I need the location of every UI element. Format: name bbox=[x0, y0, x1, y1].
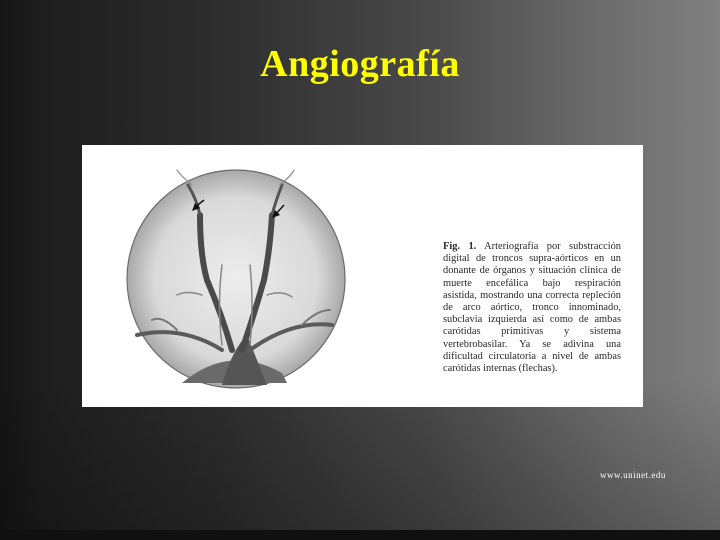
figure-caption-text: Arteriografía por substracción digital de troncos supra-aórticos en un donante de órganos y situación clínica de muerte encefálica bajo respiración asistida, mostrando una correcta repleción de arco aórtico, tronco innominado, subclavia izquierda así como de ambas carótidas primitivas y sistema vertebrobasilar. Ya se adivina una dificultad circulatoria a nivel de ambas carótidas internas (flechas). bbox=[443, 241, 621, 375]
figure-panel bbox=[82, 145, 643, 407]
figure-label: Fig. 1. bbox=[443, 241, 477, 252]
footer-url: www.uninet.edu bbox=[600, 470, 666, 480]
figure-caption bbox=[443, 241, 621, 375]
slide-title: Angiografía bbox=[260, 43, 460, 85]
